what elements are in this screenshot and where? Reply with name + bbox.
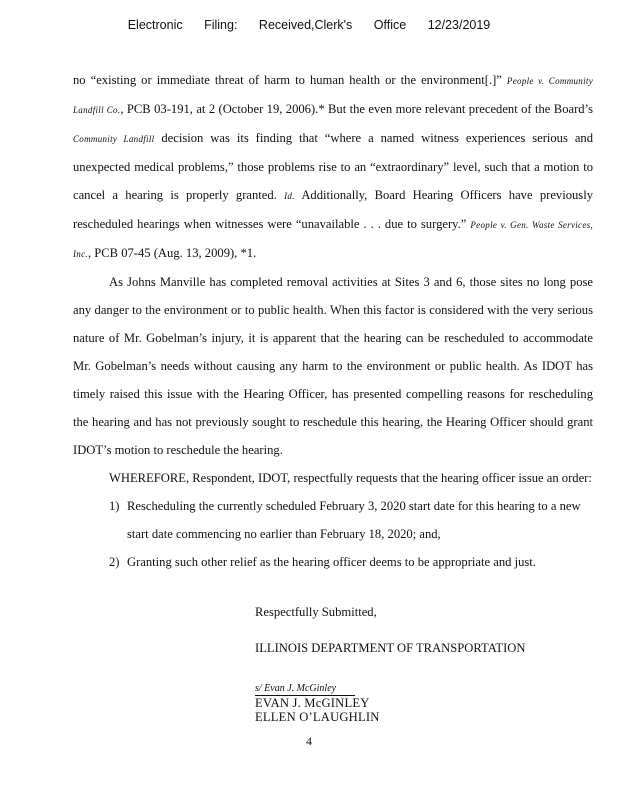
page-number: 4	[306, 734, 312, 748]
header-office: Office	[373, 18, 407, 32]
filing-header	[0, 18, 618, 32]
id-citation: Id.	[284, 191, 295, 201]
header-filing: Filing:	[204, 18, 238, 32]
paragraph-wherefore: WHEREFORE, Respondent, IDOT, respectfully requests that the hearing officer issue an order:	[109, 471, 592, 485]
case-citation: People v. Community Landfill Co.	[73, 76, 593, 115]
case-citation: Community Landfill	[73, 134, 155, 144]
paragraph-2: As Johns Manville has completed removal activities at Sites 3 and 6, those sites no long pose any danger to the environment or to public health. When this factor is considered with the very serious nature of Mr. Gobelman’s injury, it is apparent that the hearing can be rescheduled to accommodate Mr. Gobelman’s needs without causing any harm to the environment or public health. As IDOT has timely raised this issue with the Hearing Officer, has presented compelling reasons for rescheduling the hearing and has not previously sought to reschedule this hearing, the Hearing Officer should grant IDOT’s motion to reschedule the hearing.	[73, 275, 593, 457]
document-body	[73, 66, 593, 576]
signer-name-2: ELLEN O’LAUGHLIN	[255, 710, 380, 724]
closing: Respectfully Submitted,	[255, 605, 377, 619]
list-item: 2) Granting such other relief as the hearing officer deems to be appropriate and just.	[109, 555, 536, 569]
case-citation: People v. Gen. Waste Services, Inc.	[73, 220, 593, 259]
paragraph-1: no “existing or immediate threat of harm to human health or the environment[.]” People v. Community Landfill Co., PCB 03-191, at 2 (October 19, 2006).* But the even more relevant precedent of the Board’s Community Landfill decision was its finding that “where a named witness experiences serious and unexpected medical problems,” those problems rise to an “extraordinary” level, such that a motion to cancel a hearing is properly granted. Id. Additionally, Board Hearing Officers have previously rescheduled hearings when witnesses were “unavailable . . . due to surgery.” People v. Gen. Waste Services, Inc., PCB 07-45 (Aug. 13, 2009), *1.	[73, 73, 594, 260]
relief-list	[73, 492, 593, 576]
organization: ILLINOIS DEPARTMENT OF TRANSPORTATION	[255, 641, 526, 655]
header-date: 12/23/2019	[427, 18, 491, 32]
header-electronic: Electronic	[127, 18, 183, 32]
list-item: 1) Rescheduling the currently scheduled February 3, 2020 start date for this hearing to a new start date commencing no earlier than February 18, 2020; and,	[109, 499, 581, 541]
electronic-signature: s/ Evan J. McGinley	[255, 682, 355, 696]
signer-name: EVAN J. McGINLEY	[255, 696, 370, 710]
signature-block	[255, 598, 585, 724]
header-received: Received,Clerk's	[258, 18, 353, 32]
